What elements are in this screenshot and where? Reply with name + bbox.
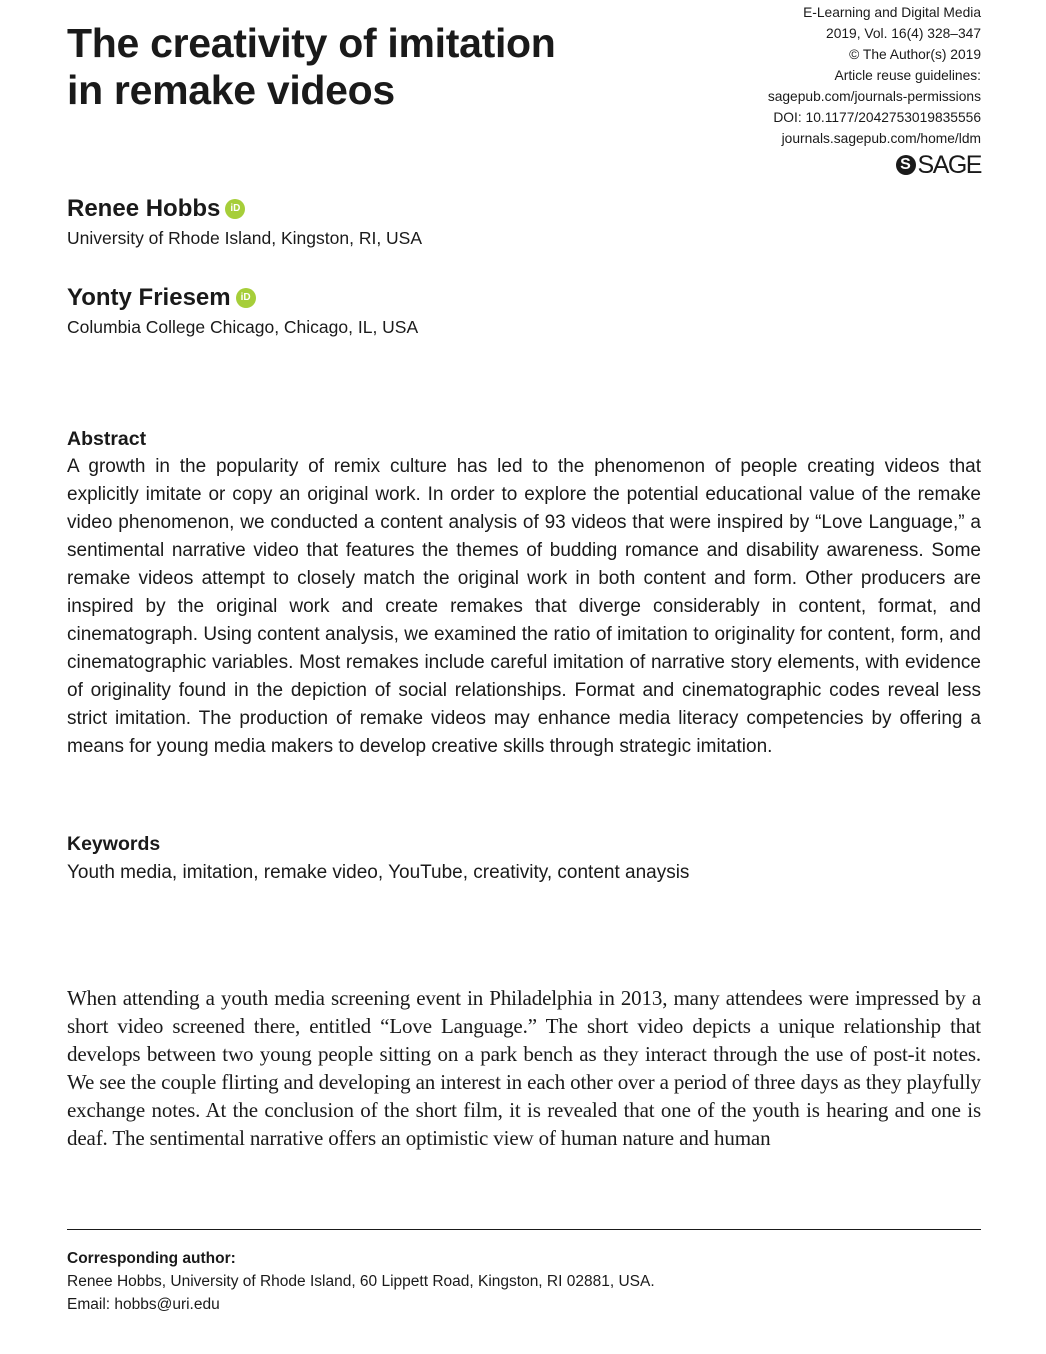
title-line-1: The creativity of imitation (67, 20, 556, 66)
journal-homepage-link[interactable]: journals.sagepub.com/home/ldm (781, 131, 981, 146)
footnote-divider (67, 1229, 981, 1230)
sage-s-icon: S (896, 155, 916, 175)
title-line-2: in remake videos (67, 67, 395, 113)
journal-doi[interactable]: DOI: 10.1177/2042753019835556 (773, 110, 981, 125)
corresponding-author-heading: Corresponding author: (67, 1250, 236, 1267)
corresponding-author-address: Renee Hobbs, University of Rhode Island, 60 Lippett Road, Kingston, RI 02881, USA. (67, 1273, 655, 1290)
author-affiliation: University of Rhode Island, Kingston, RI, USA (67, 228, 423, 248)
abstract-text: A growth in the popularity of remix culture has led to the phenomenon of people creating videos that explicitly imitate or copy an original work. In order to explore the potential educational value of the remake video phenomenon, we conducted a content analysis of 93 videos that were inspired by “Love Language,” a sentimental narrative video that features the themes of budding romance and disability awareness. Some remake videos attempt to closely match the original work in both content and form. Other producers are inspired by the original work and create remakes that diverge considerably in content, format, and cinematograph. Using content analysis, we examined the ratio of imitation to originality for content, form, and cinematographic variables. Most remakes include careful imitation of narrative story elements, with evidence of originality found in the depiction of social relationships. Format and cinematographic codes reveal less strict imitation. The production of remake videos may enhance media literacy competencies by offering a means for young media makers to develop creative skills through strategic imitation. (67, 456, 981, 757)
author-affiliation: Columbia College Chicago, Chicago, IL, USA (67, 317, 419, 337)
author-name-text: Renee Hobbs (67, 195, 221, 222)
keywords-heading: Keywords (67, 833, 161, 855)
journal-copyright: © The Author(s) 2019 (849, 47, 981, 62)
sage-wordmark: SAGE (917, 150, 981, 179)
orcid-icon[interactable]: iD (236, 288, 256, 308)
journal-name: E-Learning and Digital Media (803, 5, 981, 20)
author-block-1 (67, 195, 422, 249)
author-name (67, 195, 422, 223)
corresponding-author-note (67, 1247, 981, 1316)
journal-volume: 2019, Vol. 16(4) 328–347 (826, 26, 981, 41)
journal-info (661, 2, 981, 149)
article-title (67, 20, 667, 114)
journal-permissions-link[interactable]: sagepub.com/journals-permissions (767, 89, 981, 104)
corresponding-author-email[interactable]: Email: hobbs@uri.edu (67, 1296, 220, 1313)
orcid-icon[interactable]: iD (225, 199, 245, 219)
keywords-text: Youth media, imitation, remake video, YouTube, creativity, content anaysis (67, 862, 690, 883)
author-name-text: Yonty Friesem (67, 284, 231, 311)
body-paragraph: When attending a youth media screening event in Philadelphia in 2013, many attendees were impressed by a short video screened there, entitled “Love Language.” The short video depicts a unique relationship that develops between two young people sitting on a park bench as they interact through the use of post-it notes. We see the couple flirting and developing an interest in each other over a period of three days as they playfully exchange notes. At the conclusion of the short film, it is revealed that one of the youth is hearing and one is deaf. The sentimental narrative offers an optimistic view of human nature and human (67, 986, 981, 1150)
author-block-2 (67, 284, 418, 338)
author-name (67, 284, 418, 312)
journal-reuse: Article reuse guidelines: (834, 68, 981, 83)
sage-logo (896, 150, 981, 180)
abstract-heading: Abstract (67, 428, 147, 450)
